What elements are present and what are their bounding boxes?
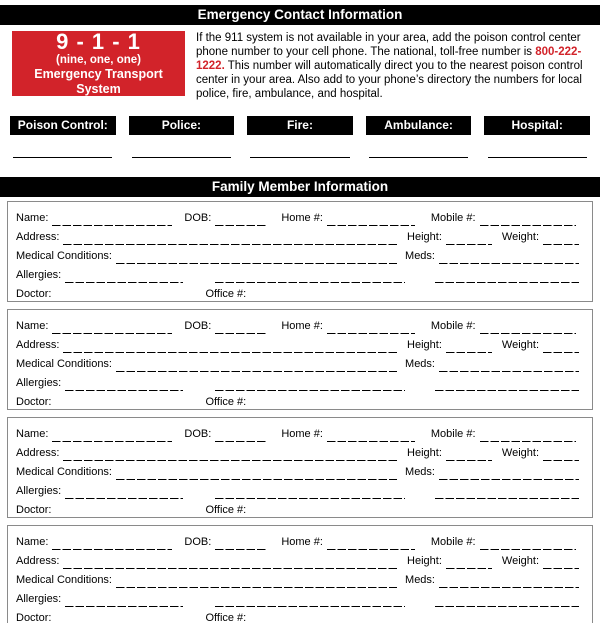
allergies-line [65, 594, 183, 607]
home-phone-label: Home #: [281, 212, 323, 224]
medical-conditions-label: Medical Conditions: [16, 250, 112, 262]
medical-conditions-label: Medical Conditions: [16, 466, 112, 478]
height-label: Height: [407, 339, 442, 351]
dob-label: DOB: [184, 428, 212, 440]
meds-continued-line [435, 594, 579, 607]
meds-continued-line-2 [428, 613, 579, 623]
office-phone-line [254, 505, 398, 518]
family-member-form-3 [7, 417, 593, 518]
meds-line [439, 467, 579, 480]
name-line [52, 321, 172, 334]
home-phone-line [327, 429, 415, 442]
doctor-line [55, 505, 181, 518]
medical-row [16, 461, 584, 480]
weight-line [543, 556, 579, 569]
name-label: Name: [16, 212, 49, 224]
office-phone-line [254, 397, 398, 410]
mobile-phone-line [480, 321, 576, 334]
height-line [446, 232, 492, 245]
doctor-line [55, 289, 181, 302]
allergies-row [16, 588, 584, 607]
mobile-phone-label: Mobile #: [430, 428, 476, 440]
police-label: Police: [129, 116, 235, 135]
medical-conditions-label: Medical Conditions: [16, 574, 112, 586]
poison-control-phone-number: 800-222-1222. [196, 46, 582, 72]
name-label: Name: [16, 536, 49, 548]
allergies-row [16, 264, 584, 283]
home-phone-line [327, 537, 415, 550]
family-member-header: Family Member Information [0, 177, 600, 197]
ambulance-label: Ambulance: [366, 116, 472, 135]
emergency-contact-header: Emergency Contact Information [0, 5, 600, 25]
meds-continued-line [435, 270, 579, 283]
family-member-form-1 [7, 201, 593, 302]
allergies-line [65, 270, 183, 283]
meds-continued-line [435, 378, 579, 391]
weight-line [543, 232, 579, 245]
dob-line [215, 321, 267, 334]
doctor-line [55, 397, 181, 410]
mobile-phone-line [480, 429, 576, 442]
meds-label: Meds: [405, 574, 435, 586]
office-phone-label: Office #: [205, 288, 247, 300]
height-line [446, 448, 492, 461]
office-phone-label: Office #: [205, 504, 247, 516]
911-number: 9 - 1 - 1 [56, 29, 141, 54]
home-phone-line [327, 321, 415, 334]
address-label: Address: [16, 231, 60, 243]
meds-continued-line-2 [428, 397, 579, 410]
office-phone-label: Office #: [205, 396, 247, 408]
address-line [63, 232, 399, 245]
medical-row [16, 569, 584, 588]
allergies-label: Allergies: [16, 485, 62, 497]
address-row [16, 226, 584, 245]
instructions-before: If the 911 system is not available in your area, add the poison control center phone number to your cell phone. The national, toll-free number is [196, 32, 581, 58]
dob-label: DOB: [184, 536, 212, 548]
home-phone-label: Home #: [281, 428, 323, 440]
home-phone-label: Home #: [281, 536, 323, 548]
name-line [52, 429, 172, 442]
weight-line [543, 340, 579, 353]
address-row [16, 550, 584, 569]
weight-label: Weight: [501, 231, 539, 243]
name-label: Name: [16, 428, 49, 440]
allergies-line [65, 378, 183, 391]
height-line [446, 556, 492, 569]
office-phone-line [254, 289, 398, 302]
allergies-line [65, 486, 183, 499]
address-row [16, 442, 584, 461]
medical-conditions-line [116, 467, 397, 480]
meds-line [439, 359, 579, 372]
mobile-phone-line [480, 213, 576, 226]
mobile-phone-label: Mobile #: [430, 212, 476, 224]
height-label: Height: [407, 447, 442, 459]
medical-conditions-line [116, 575, 397, 588]
meds-line [439, 251, 579, 264]
address-row [16, 334, 584, 353]
doctor-row [16, 283, 584, 302]
weight-label: Weight: [501, 447, 539, 459]
mobile-phone-label: Mobile #: [430, 536, 476, 548]
allergies-label: Allergies: [16, 269, 62, 281]
contact-fill-lines-row [10, 157, 590, 158]
doctor-label: Doctor: [16, 504, 52, 516]
address-line [63, 556, 399, 569]
mobile-phone-line [480, 537, 576, 550]
medical-row [16, 353, 584, 372]
address-label: Address: [16, 339, 60, 351]
meds-label: Meds: [405, 358, 435, 370]
dob-line [215, 213, 267, 226]
address-line [63, 448, 399, 461]
dob-label: DOB: [184, 320, 212, 332]
medical-conditions-line [116, 359, 397, 372]
911-banner [12, 31, 185, 96]
911-phonetic: (nine, one, one) [56, 54, 141, 66]
name-row [16, 207, 584, 226]
meds-line [439, 575, 579, 588]
allergies-continued-line [215, 486, 405, 499]
dob-line [215, 429, 267, 442]
fire-line [247, 157, 353, 158]
ambulance-line [366, 157, 472, 158]
address-label: Address: [16, 555, 60, 567]
contact-labels-row [10, 116, 590, 135]
address-label: Address: [16, 447, 60, 459]
home-phone-line [327, 213, 415, 226]
meds-continued-line [435, 486, 579, 499]
family-member-form-2 [7, 309, 593, 410]
office-phone-line [254, 613, 398, 623]
doctor-label: Doctor: [16, 288, 52, 300]
meds-continued-line-2 [428, 289, 579, 302]
dob-label: DOB: [184, 212, 212, 224]
weight-line [543, 448, 579, 461]
doctor-row [16, 391, 584, 410]
dob-line [215, 537, 267, 550]
height-line [446, 340, 492, 353]
meds-label: Meds: [405, 250, 435, 262]
doctor-row [16, 499, 584, 518]
allergies-label: Allergies: [16, 377, 62, 389]
name-line [52, 537, 172, 550]
allergies-row [16, 480, 584, 499]
meds-continued-line-2 [428, 505, 579, 518]
doctor-label: Doctor: [16, 396, 52, 408]
name-line [52, 213, 172, 226]
name-label: Name: [16, 320, 49, 332]
family-member-list [7, 201, 593, 623]
weight-label: Weight: [501, 555, 539, 567]
name-row [16, 315, 584, 334]
medical-conditions-line [116, 251, 397, 264]
home-phone-label: Home #: [281, 320, 323, 332]
fire-label: Fire: [247, 116, 353, 135]
medical-row [16, 245, 584, 264]
allergies-continued-line [215, 378, 405, 391]
instructions-after: This number will automatically direct you to the nearest poison control center in your area. Also add to your phone’s directory the numbers for local police, fire, ambulance, and hospital. [196, 60, 583, 100]
doctor-row [16, 607, 584, 623]
instructions-text [196, 31, 584, 101]
name-row [16, 531, 584, 550]
name-row [16, 423, 584, 442]
allergies-continued-line [215, 270, 405, 283]
hospital-line [484, 157, 590, 158]
office-phone-label: Office #: [205, 612, 247, 623]
911-subtitle: Emergency Transport System [34, 67, 163, 96]
police-line [129, 157, 235, 158]
mobile-phone-label: Mobile #: [430, 320, 476, 332]
medical-conditions-label: Medical Conditions: [16, 358, 112, 370]
family-member-form-4 [7, 525, 593, 623]
allergies-label: Allergies: [16, 593, 62, 605]
height-label: Height: [407, 555, 442, 567]
hospital-label: Hospital: [484, 116, 590, 135]
poison-control-label: Poison Control: [10, 116, 116, 135]
weight-label: Weight: [501, 339, 539, 351]
address-line [63, 340, 399, 353]
allergies-row [16, 372, 584, 391]
intro-section [12, 31, 588, 101]
meds-label: Meds: [405, 466, 435, 478]
height-label: Height: [407, 231, 442, 243]
allergies-continued-line [215, 594, 405, 607]
doctor-line [55, 613, 181, 623]
doctor-label: Doctor: [16, 612, 52, 623]
poison-control-line [10, 157, 116, 158]
